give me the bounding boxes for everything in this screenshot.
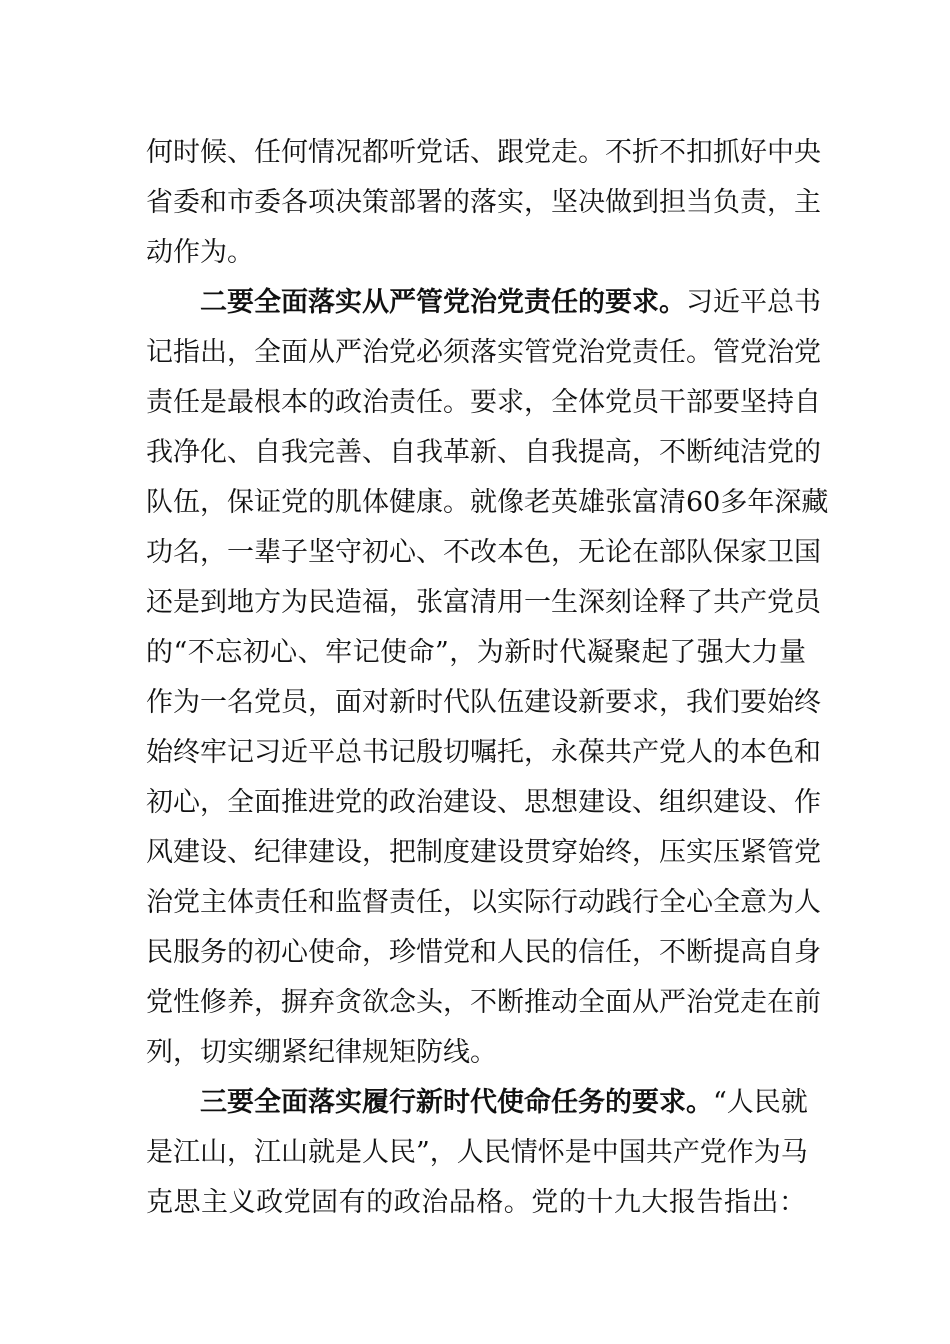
paragraph-line: 列，切实绷紧纪律规矩防线。 xyxy=(146,1037,497,1068)
paragraph-line: 还是到地方为民造福，张富清用一生深刻诠释了共产党员 xyxy=(146,587,821,618)
paragraph-line: 责任是最根本的政治责任。要求，全体党员干部要坚持自 xyxy=(146,387,821,418)
paragraph-line: 记指出，全面从严治党必须落实管党治党责任。管党治党 xyxy=(146,337,821,368)
paragraph-line: 省委和市委各项决策部署的落实，坚决做到担当负责，主 xyxy=(146,187,821,218)
paragraph-line: 克思主义政党固有的政治品格。党的十九大报告指出： xyxy=(146,1187,806,1218)
paragraph-2 xyxy=(146,278,829,1078)
paragraph-line: 何时候、任何情况都听党话、跟党走。不折不扣抓好中央 xyxy=(146,137,821,168)
paragraph-line: 功名，一辈子坚守初心、不改本色，无论在部队保家卫国 xyxy=(146,537,821,568)
paragraph-line: 是江山，江山就是人民”，人民情怀是中国共产党作为马 xyxy=(146,1137,808,1168)
paragraph-line: 党性修养，摒弃贪欲念头，不断推动全面从严治党走在前 xyxy=(146,987,821,1018)
section-heading-3: 三要全面落实履行新时代使命任务的要求。 xyxy=(200,1087,713,1118)
paragraph-line: 的“不忘初心、牢记使命”，为新时代凝聚起了强大力量 xyxy=(146,637,806,668)
paragraph-line: 作为一名党员，面对新时代队伍建设新要求，我们要始终 xyxy=(146,687,821,718)
paragraph-line-text: “人民就 xyxy=(713,1087,808,1118)
paragraph-line: 风建设、纪律建设，把制度建设贯穿始终，压实压紧管党 xyxy=(146,837,821,868)
paragraph-1 xyxy=(146,128,821,278)
paragraph-line: 队伍，保证党的肌体健康。就像老英雄张富清60多年深藏 xyxy=(146,487,829,518)
paragraph-3 xyxy=(146,1078,806,1228)
paragraph-line: 动作为。 xyxy=(146,237,254,268)
paragraph-line: 民服务的初心使命，珍惜党和人民的信任，不断提高自身 xyxy=(146,937,821,968)
paragraph-line: 始终牢记习近平总书记殷切嘱托，永葆共产党人的本色和 xyxy=(146,737,821,768)
paragraph-line-text: 习近平总书 xyxy=(686,287,821,318)
paragraph-first-line xyxy=(146,1078,806,1128)
section-heading-2: 二要全面落实从严管党治党责任的要求。 xyxy=(200,287,686,318)
paragraph-line: 初心，全面推进党的政治建设、思想建设、组织建设、作 xyxy=(146,787,821,818)
paragraph-line: 我净化、自我完善、自我革新、自我提高，不断纯洁党的 xyxy=(146,437,821,468)
paragraph-first-line xyxy=(146,278,821,328)
paragraph-line: 治党主体责任和监督责任，以实际行动践行全心全意为人 xyxy=(146,887,821,918)
